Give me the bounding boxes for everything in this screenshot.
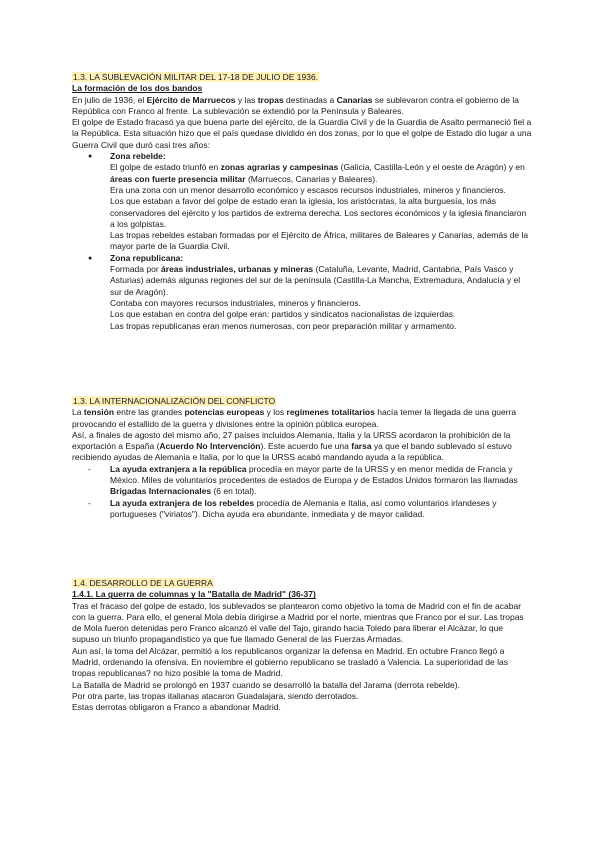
zone-paragraph: Las tropas republicanas eran menos numerosas, con peor preparación militar y armamento. <box>110 320 457 331</box>
zones-list <box>72 151 532 332</box>
aid-list <box>72 464 532 520</box>
list-item-zona-rebelde <box>110 151 532 253</box>
paragraph-no-intervencion: Así, a finales de agosto del mismo año, 27 países incluidos Alemania, Italia y la URSS acordaron la prohibición de la exportación a España (Acuerdo No Intervención). Este acuerdo fue una farsa ya que el bando sublevado sí estuvo recibiendo ayudas de Alemania e Italia, por lo que la URSS acabó mandando ayuda a la república. <box>72 429 512 463</box>
zone-paragraph: Formada por áreas industriales, urbanas y mineras (Cataluña, Levante, Madrid, Cantabria, País Vasco y Asturias) además algunas regiones del sur de la península (Castilla-La Mancha, Extremadura, Andalucía y el sur de Aragón). <box>110 264 521 297</box>
zone-paragraph: Las tropas rebeldes estaban formadas por el Ejército de África, militares de Baleares y Canarias, además de la mayor parte de la Guardia Civil. <box>110 230 529 252</box>
paragraph: Por otra parte, las tropas italianas atacaron Guadalajara, siendo derrotados. <box>72 690 359 701</box>
paragraph-intro: En julio de 1936, el Ejército de Marruecos y las tropas destinadas a Canarias se sublevaron contra el gobierno de la República con Franco al frente. La sublevación se extendió por la Península y Baleares. <box>72 94 520 116</box>
paragraph: Tras el fracaso del golpe de estado, los sublevados se plantearon como objetivo la toma de Madrid con el fin de acabar con la guerra. Para ello, el general Mola debía dirigirse a Madrid por el norte, mientras que Franco por el sur. Las tropas de Mola fueron detenidas pero Franco alcanzó el valle del Tajo, girando hacia Toledo para liberar el Alcázar, lo que supuso un triunfo propagandístico ya que fue llamado General de las Fuerzas Armadas. <box>72 600 524 645</box>
zone-paragraph: Los que estaban a favor del golpe de estado eran la iglesia, los aristócratas, la alta burguesía, los más conservadores del ejército y los partidos de extrema derecha. Los sectores económicos y la iglesia financiaron a los golpistas. <box>110 196 527 229</box>
section-sublevacion <box>72 72 532 332</box>
section-desarrollo <box>72 578 532 714</box>
section-subtitle: 1.4.1. La guerra de columnas y la "Batalla de Madrid" (36-37) <box>72 589 316 600</box>
zone-paragraph: Contaba con mayores recursos industriales, mineros y financieros. <box>110 297 361 308</box>
section-title: 1.4. DESARROLLO DE LA GUERRA <box>73 578 213 588</box>
zone-title: Zona rebelde: <box>110 151 166 162</box>
paragraph: La Batalla de Madrid se prolongó en 1937 cuando se desarrolló la batalla del Jarama (derrota rebelde). <box>72 679 460 690</box>
section-title: 1.3. LA INTERNACIONALIZACIÓN DEL CONFLICTO <box>73 396 276 406</box>
zone-paragraph: El golpe de estado triunfó en zonas agrarias y campesinas (Galicia, Castilla-León y el oeste de Aragón) y en áreas con fuerte presencia militar (Marruecos, Canarias y Baleares). <box>110 162 525 184</box>
zone-paragraph: Los que estaban en contra del golpe eran: partidos y sindicatos nacionalistas de izquierdas. <box>110 309 456 320</box>
zone-paragraph: Era una zona con un menor desarrollo económico y escasos recursos industriales, mineros y financieros. <box>110 184 506 195</box>
list-item-ayuda-rebeldes: - La ayuda extranjera de los rebeldes procedía de Alemania e Italia, así como voluntarios irlandeses y portugueses ("viriatos"). Dicha ayuda era abundante, inmediata y de mayor calidad. <box>110 498 532 521</box>
section-subtitle: La formación de los dos bandos <box>72 83 203 94</box>
list-item-ayuda-republica: - La ayuda extranjera a la república procedía en mayor parte de la URSS y en menor medida de Francia y México. Miles de voluntarios procedentes de estados de Europa y de Estados Unidos formaron las llamadas Brigadas Internacionales (6 en total). <box>110 464 532 498</box>
paragraph-golpe: El golpe de Estado fracasó ya que buena parte del ejército, de la Guardia Civil y de la Guardia de Asalto permaneció fiel a la República. Esta situación hizo que el país quedase dividido en dos zonas, por lo que el golpe de Estado dio lugar a una Guerra Civil que duró casi tres años: <box>72 117 532 150</box>
zone-title: Zona republicana: <box>110 252 184 263</box>
paragraph: Aun así, la toma del Alcázar, permitió a los republicanos organizar la defensa en Madrid. En octubre Franco llegó a Madrid, ordenando la ofensiva. En noviembre el gobierno republicano se trasladó a Valencia. La superioridad de las tropas republicanas? no hizo posible la toma de Madrid. <box>72 645 508 679</box>
paragraph-tension: La tensión entre las grandes potencias europeas y los regímenes totalitarios hacía temer la llegada de una guerra provocando el estallido de la guerra y divisiones entre la opinión pública europea. <box>72 407 517 429</box>
section-title: 1.3. LA SUBLEVACIÓN MILITAR DEL 17-18 DE JULIO DE 1936. <box>73 72 319 82</box>
list-item-zona-republicana <box>110 253 532 332</box>
section-internacionalizacion <box>72 396 532 520</box>
paragraph: Estas derrotas obligaron a Franco a abandonar Madrid. <box>72 702 281 713</box>
